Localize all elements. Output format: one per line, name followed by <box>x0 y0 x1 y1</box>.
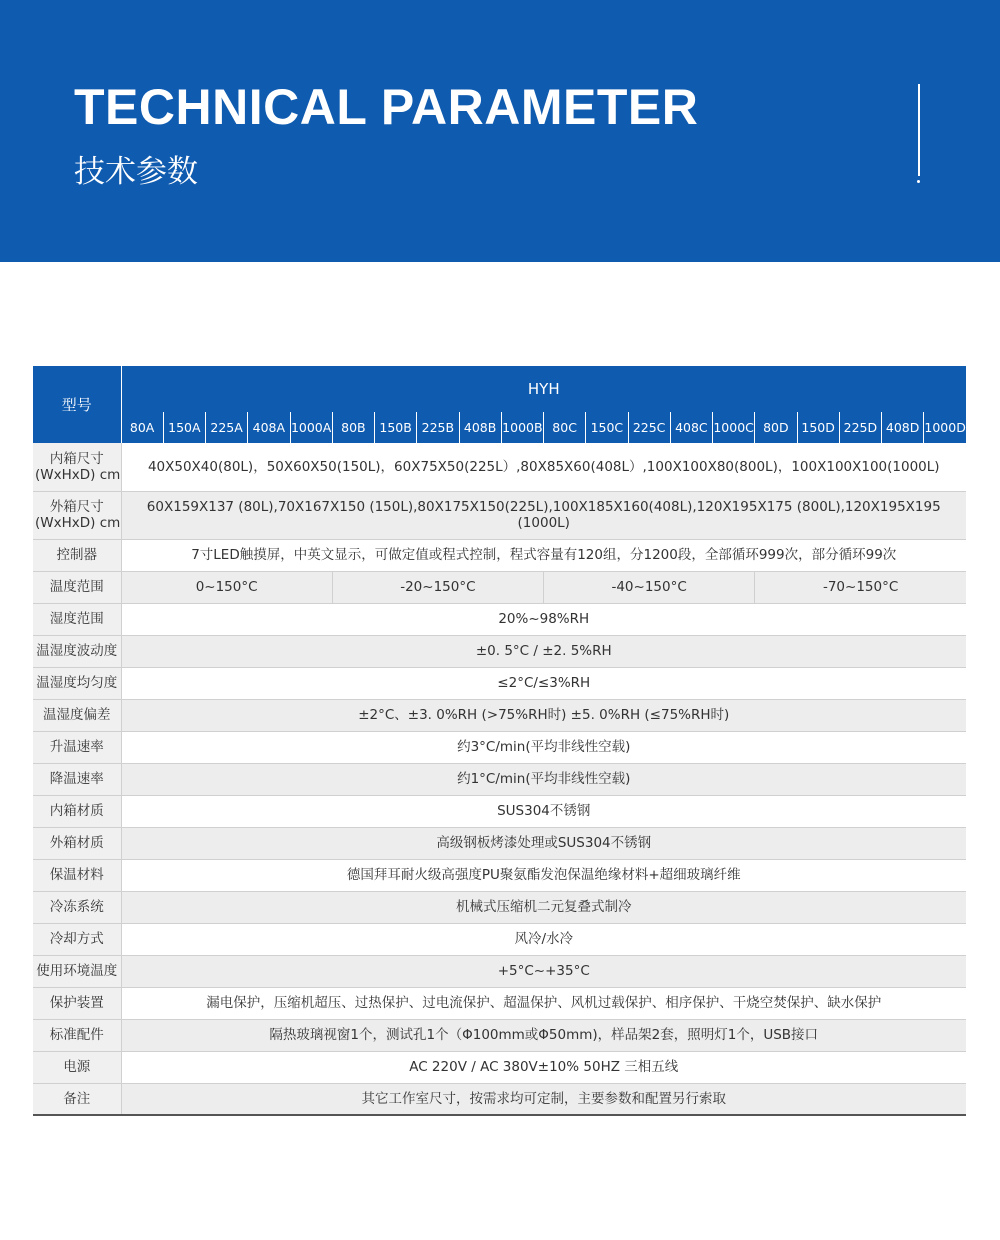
decorative-dot <box>917 180 920 183</box>
spec-table <box>33 366 966 1116</box>
model-number-row <box>33 412 966 443</box>
model-cell: 1000A <box>290 412 332 443</box>
row-value: 约1°C/min(平均非线性空载) <box>121 763 966 795</box>
table-row-remarks <box>33 1083 966 1115</box>
model-cell: 225B <box>417 412 459 443</box>
table-row-ambient-temp <box>33 955 966 987</box>
row-label-line1: 外箱尺寸 <box>49 499 104 515</box>
model-cell: 150B <box>375 412 417 443</box>
model-cell: 80B <box>332 412 374 443</box>
row-label: 外箱材质 <box>33 827 121 859</box>
model-cell: 150D <box>797 412 839 443</box>
row-label: 温湿度波动度 <box>33 635 121 667</box>
model-cell: 150C <box>586 412 628 443</box>
row-label: 温湿度偏差 <box>33 699 121 731</box>
table-row-outer-size <box>33 491 966 539</box>
table-row-cooling-rate <box>33 763 966 795</box>
model-cell: 408A <box>248 412 290 443</box>
table-row-heating-rate <box>33 731 966 763</box>
decorative-divider-line <box>918 84 920 176</box>
page-title: TECHNICAL PARAMETER <box>74 79 699 135</box>
row-label: 降温速率 <box>33 763 121 795</box>
model-cell: 225A <box>206 412 248 443</box>
model-cell: 225D <box>839 412 881 443</box>
row-label: 升温速率 <box>33 731 121 763</box>
model-cell: 80D <box>755 412 797 443</box>
table-row-deviation <box>33 699 966 731</box>
row-value: AC 220V / AC 380V±10% 50HZ 三相五线 <box>121 1051 966 1083</box>
row-label: 内箱材质 <box>33 795 121 827</box>
row-value: SUS304不锈钢 <box>121 795 966 827</box>
model-cell: 408C <box>670 412 712 443</box>
row-value: 隔热玻璃视窗1个，测试孔1个（Φ100mm或Φ50mm)，样品架2套，照明灯1个，USB接口 <box>121 1019 966 1051</box>
row-label: 冷冻系统 <box>33 891 121 923</box>
table-row-outer-material <box>33 827 966 859</box>
table-row-temp-range <box>33 571 966 603</box>
model-cell: 408B <box>459 412 501 443</box>
table-row-cooling-method <box>33 923 966 955</box>
row-value: ±0. 5°C / ±2. 5%RH <box>121 635 966 667</box>
row-value: 7寸LED触摸屏，中英文显示，可做定值或程式控制，程式容量有120组，分1200段，全部循环999次，部分循环99次 <box>121 539 966 571</box>
table-row-inner-material <box>33 795 966 827</box>
model-cell: 225C <box>628 412 670 443</box>
row-label: 备注 <box>33 1083 121 1115</box>
table-row-controller <box>33 539 966 571</box>
row-value: 机械式压缩机二元复叠式制冷 <box>121 891 966 923</box>
row-label <box>33 443 121 491</box>
header-banner <box>0 0 1000 262</box>
row-value: ±2°C、±3. 0%RH (>75%RH时) ±5. 0%RH (≤75%RH时) <box>121 699 966 731</box>
row-value: 约3°C/min(平均非线性空载) <box>121 731 966 763</box>
row-value: 60X159X137 (80L),70X167X150 (150L),80X175X150(225L),100X185X160(408L),120X195X175 (800L),120X195X195 (1000L) <box>121 491 966 539</box>
row-label: 保护装置 <box>33 987 121 1019</box>
row-value: 漏电保护，压缩机超压、过热保护、过电流保护、超温保护、风机过载保护、相序保护、干烧空焚保护、缺水保护 <box>121 987 966 1019</box>
row-label: 温湿度均匀度 <box>33 667 121 699</box>
table-header-row <box>33 366 966 412</box>
temp-range-value-d: -70~150°C <box>755 571 966 603</box>
table-row-refrigeration <box>33 891 966 923</box>
row-value: 20%~98%RH <box>121 603 966 635</box>
model-cell: 1000B <box>501 412 543 443</box>
row-label: 标准配件 <box>33 1019 121 1051</box>
model-cell: 1000C <box>713 412 755 443</box>
table-row-accessories <box>33 1019 966 1051</box>
table-row-protection <box>33 987 966 1019</box>
row-label-line2: (WxHxD) cm <box>35 466 121 483</box>
model-cell: 150A <box>163 412 205 443</box>
row-label-line2: (WxHxD) cm <box>35 515 121 531</box>
table-row-humidity-range <box>33 603 966 635</box>
row-value: ≤2°C/≤3%RH <box>121 667 966 699</box>
model-label-cell: 型号 <box>33 366 121 443</box>
row-value: 风冷/水冷 <box>121 923 966 955</box>
model-cell: 80A <box>121 412 163 443</box>
row-label: 保温材料 <box>33 859 121 891</box>
row-value: 其它工作室尺寸，按需求均可定制，主要参数和配置另行索取 <box>121 1083 966 1115</box>
row-label <box>33 491 121 539</box>
row-label: 控制器 <box>33 539 121 571</box>
model-cell: 1000D <box>924 412 966 443</box>
row-value: 40X50X40(80L)，50X60X50(150L)，60X75X50(225L）,80X85X60(408L）,100X100X80(800L)，100X100X100(1000L) <box>121 443 966 491</box>
row-label: 冷却方式 <box>33 923 121 955</box>
row-value: +5°C~+35°C <box>121 955 966 987</box>
temp-range-value-b: -20~150°C <box>332 571 543 603</box>
row-value: 德国拜耳耐火级高强度PU聚氨酯发泡保温绝缘材料+超细玻璃纤维 <box>121 859 966 891</box>
row-label-line1: 内箱尺寸 <box>49 450 104 467</box>
table-row-insulation <box>33 859 966 891</box>
row-value: 高级钢板烤漆处理或SUS304不锈钢 <box>121 827 966 859</box>
table-row-power <box>33 1051 966 1083</box>
row-label: 温度范围 <box>33 571 121 603</box>
page-subtitle: 技术参数 <box>74 154 198 190</box>
table-row-uniformity <box>33 667 966 699</box>
series-name-cell: HYH <box>121 366 966 412</box>
temp-range-value-a: 0~150°C <box>121 571 332 603</box>
row-label: 湿度范围 <box>33 603 121 635</box>
temp-range-value-c: -40~150°C <box>544 571 755 603</box>
model-cell: 80C <box>544 412 586 443</box>
row-label: 电源 <box>33 1051 121 1083</box>
table-row-inner-size <box>33 443 966 491</box>
table-row-fluctuation <box>33 635 966 667</box>
model-cell: 408D <box>882 412 924 443</box>
row-label: 使用环境温度 <box>33 955 121 987</box>
